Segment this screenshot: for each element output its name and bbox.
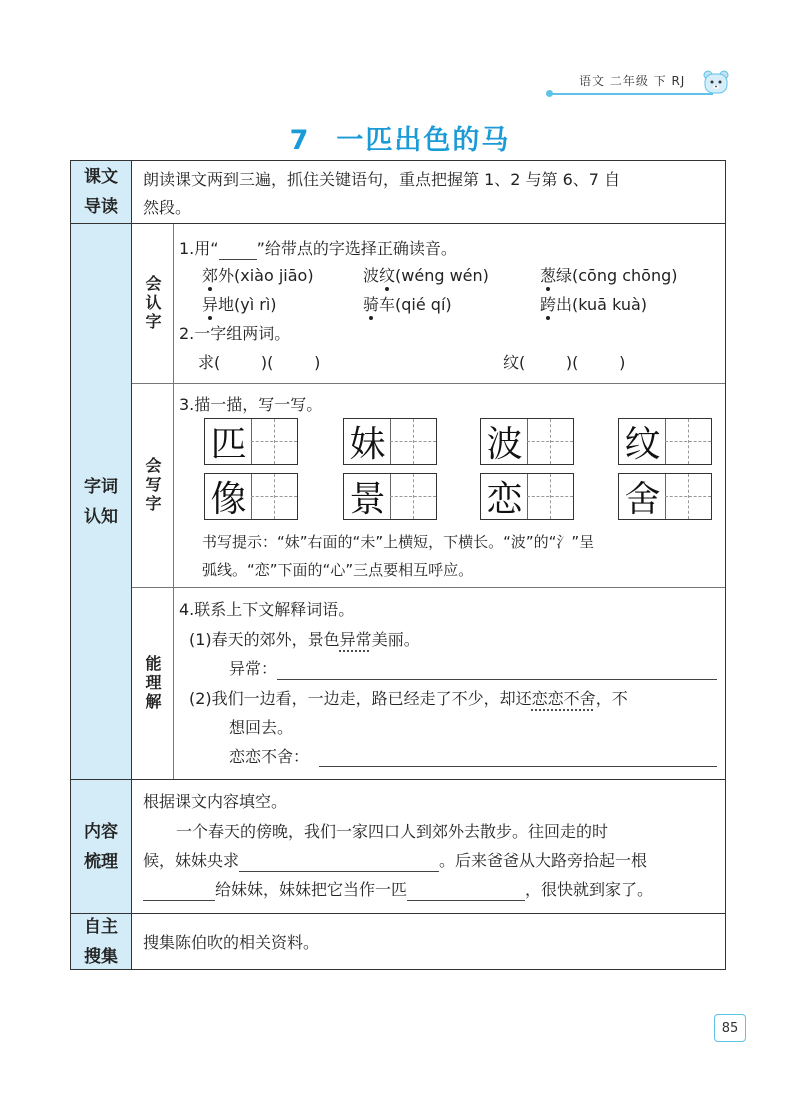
summary-line4b: ，很快就到家了。 [525, 880, 654, 899]
item-dot-char: 异 [202, 295, 219, 314]
summary-line2: 一个春天的傍晚，我们一家四口人到郊外去散步。往回走的时 [176, 822, 609, 841]
label-collect-2: 搜集 [84, 946, 118, 967]
writing-tip-line1: 书写提示：“妹”右面的“未”上横短，下横长。“波”的“氵”呈 [202, 533, 595, 551]
lesson-title [0, 118, 800, 157]
item-dot-char: 骑 [363, 295, 380, 314]
worksheet-table [70, 160, 726, 970]
summary-blank-1[interactable] [239, 853, 439, 872]
summary-blank-3[interactable] [407, 882, 525, 901]
summary-line4 [143, 879, 653, 901]
item-post: 外(xiào jiāo) [218, 266, 314, 285]
label-guide-1: 课文 [84, 167, 118, 187]
item-post: (wéng wén) [395, 266, 489, 285]
q3-instruction: 3.描一描，写一写。 [179, 395, 323, 414]
s2-post: ，不 [595, 689, 628, 708]
item-post: 车(qié qí) [379, 295, 452, 314]
sub-label-write-text: 会写字 [143, 457, 162, 514]
label-words-2: 认知 [84, 506, 118, 527]
writing-box[interactable] [343, 473, 437, 520]
writing-tip-line2: 弧线。“恋”下面的“心”三点要相互呼应。 [202, 561, 474, 579]
label-summary [71, 780, 132, 913]
summary-instruction: 根据课文内容填空。 [143, 792, 288, 811]
sub-label-understand-text: 能理解 [143, 655, 162, 712]
item-pre: 波 [363, 266, 380, 285]
writing-box[interactable] [204, 473, 298, 520]
q2-instruction: 2.一字组两词。 [179, 324, 291, 343]
writing-box[interactable] [480, 473, 574, 520]
label-summary-2: 梳理 [84, 851, 118, 872]
writing-box[interactable] [618, 473, 712, 520]
pinyin-item-5[interactable] [363, 294, 452, 316]
q1-sample-blank [219, 241, 257, 260]
answer-line-1[interactable] [277, 679, 717, 680]
header-decoration-line [548, 93, 713, 95]
q1-pre: 1.用“ [179, 239, 219, 258]
item-post: 地(yì rì) [218, 295, 277, 314]
pinyin-item-3[interactable] [540, 265, 678, 287]
item-dot-char: 郊 [202, 266, 219, 285]
trace-char: 纹 [624, 423, 661, 465]
s1-post: 美丽。 [371, 630, 420, 649]
item-dot-char: 跨 [540, 295, 557, 314]
label-collect [71, 914, 132, 969]
label-words-1: 字词 [84, 476, 118, 497]
writing-box[interactable] [204, 418, 298, 465]
row-divider [71, 913, 725, 914]
q4-instruction: 4.联系上下文解释词语。 [179, 600, 355, 619]
label-words [71, 224, 132, 779]
label-collect-1: 自主 [84, 916, 118, 937]
item-post: 绿(cōng chōng) [556, 266, 678, 285]
sub-divider [132, 587, 725, 588]
q4-sentence-2-cont: 想回去。 [229, 718, 294, 737]
sub-label-recognize [132, 224, 174, 383]
trace-char: 景 [349, 478, 386, 520]
label-guide [71, 161, 132, 223]
summary-blank-2[interactable] [143, 882, 215, 901]
pinyin-item-4[interactable] [202, 294, 277, 316]
sub-label-write [132, 384, 174, 587]
pinyin-item-1[interactable] [202, 265, 314, 287]
trace-char: 恋 [486, 478, 523, 520]
item-dot-char: 纹 [379, 266, 396, 285]
page-number: 85 [714, 1014, 746, 1042]
row-divider [71, 779, 725, 780]
summary-line4a: 给妹妹，妹妹把它当作一匹 [215, 880, 408, 899]
guide-text-line2: 然段。 [143, 198, 192, 217]
sub-divider [132, 383, 725, 384]
q4-word-2: 恋恋不舍： [229, 747, 310, 766]
trace-char: 舍 [624, 478, 661, 520]
writing-box[interactable] [480, 418, 574, 465]
answer-line-2[interactable] [319, 766, 717, 767]
s1-dot-word: 异常 [339, 630, 372, 649]
label-guide-2: 导读 [84, 197, 118, 217]
sub-label-understand [132, 588, 174, 779]
lesson-number: 7 [289, 125, 311, 156]
summary-line3a: 候，妹妹央求 [143, 851, 240, 870]
trace-char: 匹 [210, 423, 247, 465]
s2-dot-word: 恋恋不舍 [531, 689, 596, 708]
guide-text-line1: 朗读课文两到三遍，抓住关键语句，重点把握第 1、2 与第 6、7 自 [143, 170, 621, 189]
item-dot-char: 葱 [540, 266, 557, 285]
book-info: 语文 二年级 下 RJ [579, 74, 686, 88]
q4-sentence-2 [189, 688, 628, 710]
collect-text: 搜集陈伯吹的相关资料。 [143, 933, 320, 952]
trace-char: 妹 [349, 423, 386, 465]
q4-word-1: 异常： [229, 659, 278, 678]
pinyin-item-6[interactable] [540, 294, 647, 316]
q4-sentence-1 [189, 629, 420, 651]
lesson-name: 一匹出色的马 [336, 125, 511, 156]
label-summary-1: 内容 [84, 821, 118, 842]
summary-line3 [143, 850, 647, 872]
trace-char: 波 [486, 423, 523, 465]
word-group-1[interactable]: 求( )( ) [198, 353, 321, 372]
bear-mascot-icon [702, 69, 730, 95]
writing-box[interactable] [618, 418, 712, 465]
sub-label-recognize-text: 会认字 [143, 275, 162, 332]
summary-line3b: 。后来爸爸从大路旁拾起一根 [439, 851, 648, 870]
word-group-2[interactable]: 纹( )( ) [503, 353, 626, 372]
s1-pre: (1)春天的郊外，景色 [189, 630, 340, 649]
item-post: 出(kuā kuà) [556, 295, 648, 314]
q1-post: ”给带点的字选择正确读音。 [256, 239, 457, 258]
s2-pre: (2)我们一边看，一边走，路已经走了不少，却还 [189, 689, 532, 708]
trace-char: 像 [210, 478, 247, 520]
q1-instruction [179, 238, 457, 260]
pinyin-item-2[interactable] [363, 265, 489, 287]
writing-box[interactable] [343, 418, 437, 465]
